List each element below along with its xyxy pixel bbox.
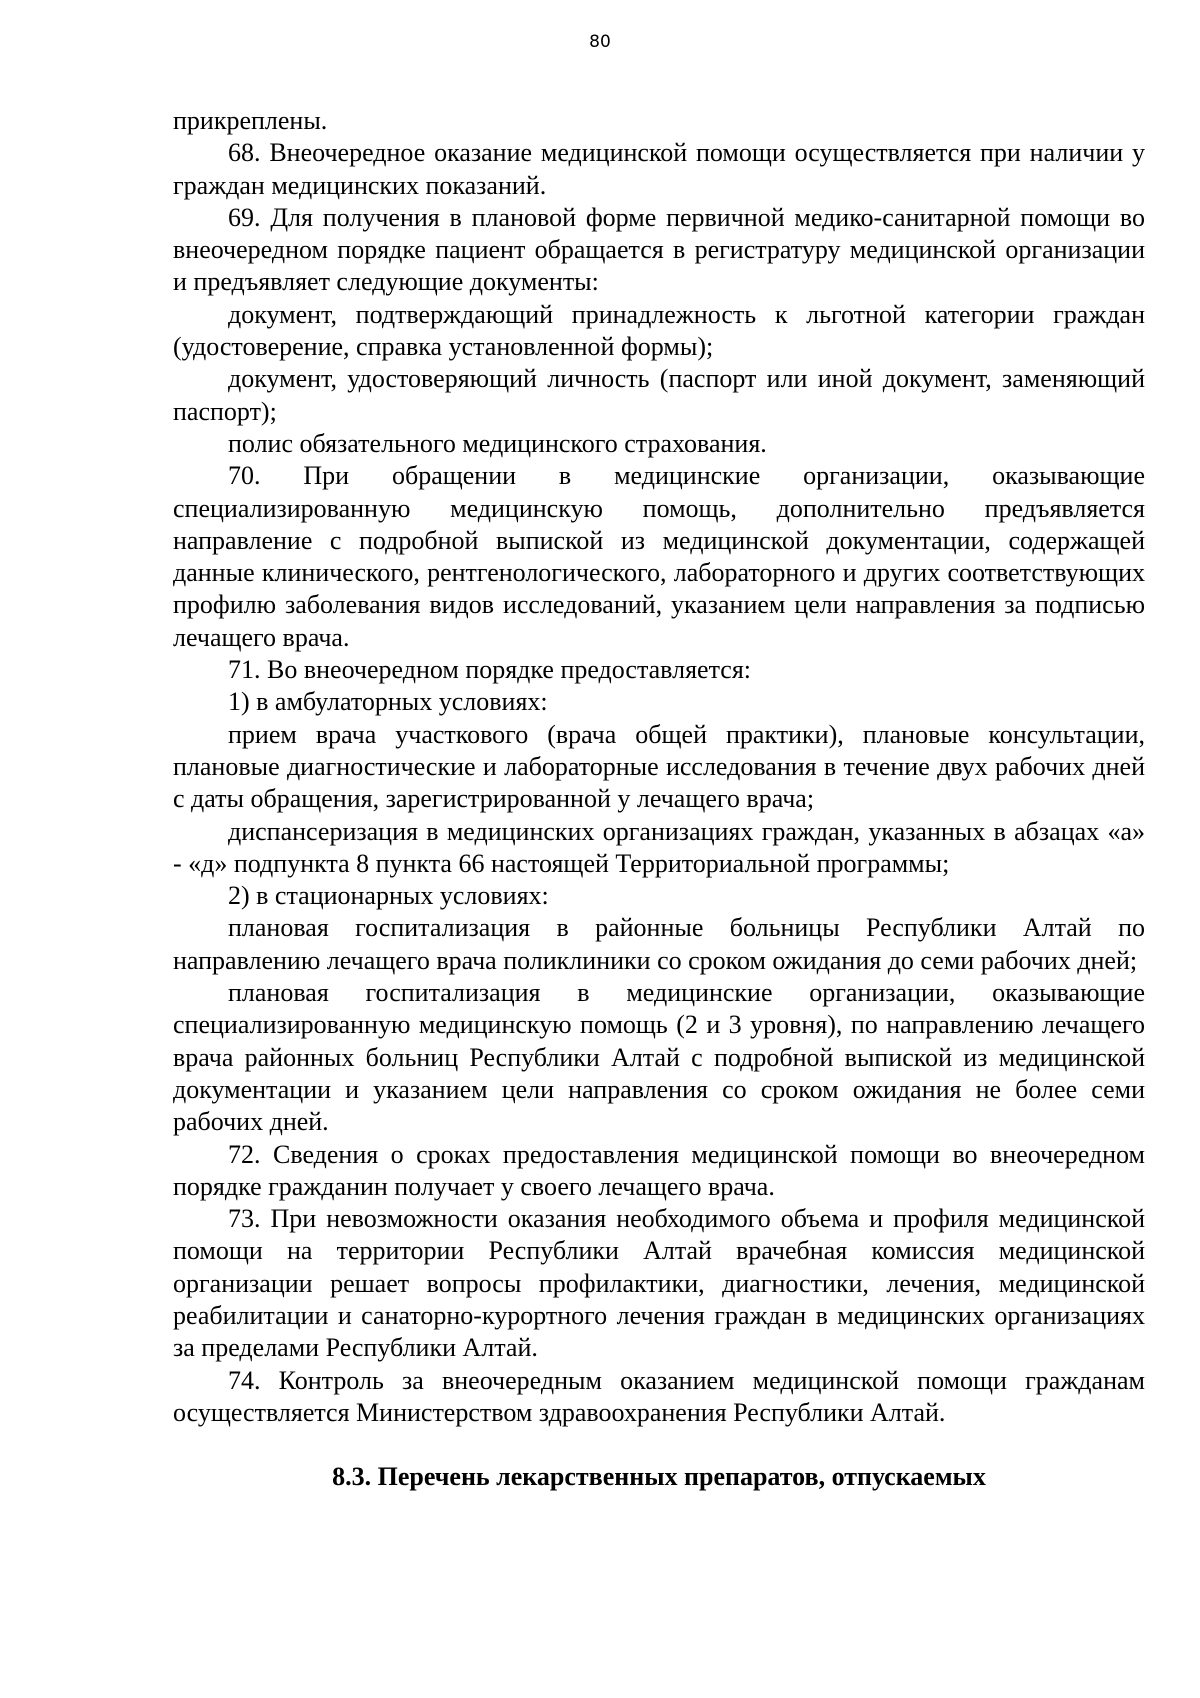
paragraph-71-1: 1) в амбулаторных условиях: [228, 687, 548, 717]
paragraph-71: 71. Во внеочередном порядке предоставляется: [228, 655, 751, 685]
paragraph-74: 74. Контроль за внеочередным оказанием медицинской помощи гражданам осуществляется Министерством здравоохранения Республики Алтай. [173, 1365, 1145, 1427]
paragraph-document-benefit: документ, подтверждающий принадлежность к льготной категории граждан (удостоверение, справка установленной формы); [173, 299, 1145, 362]
paragraph-71-2: 2) в стационарных условиях: [228, 881, 549, 911]
paragraph-73: 73. При невозможности оказания необходимого объема и профиля медицинской помощи на территории Республики Алтай врачебная комиссия медицинской организации решает вопросы профилактики, диагностики, лечения, медицинской реабилитации и санаторно-курортного лечения граждан в медицинских организациях за пределами Республики Алтай. [173, 1204, 1145, 1363]
paragraph-68: 68. Внеочередное оказание медицинской помощи осуществляется при наличии у граждан медицинских показаний. [173, 138, 1145, 200]
paragraph-70: 70. При обращении в медицинские организации, оказывающие специализированную медицинскую помощь, дополнительно предъявляется направление с подробной выпиской из медицинской документации, содержащей данные клинического, рентгенологического, лабораторного и других соответствующих профилю заболевания видов исследований, указанием цели направления за подписью лечащего врача. [173, 461, 1145, 652]
paragraph-dispensary: диспансеризация в медицинских организациях граждан, указанных в абзацах «а» - «д» подпункта 8 пункта 66 настоящей Территориальной программы; [173, 816, 1145, 878]
paragraph-outpatient-reception: прием врача участкового (врача общей практики), плановые консультации, плановые диагностические и лабораторные исследования в течение двух рабочих дней с даты обращения, зарегистрированной у лечащего врача; [173, 719, 1145, 814]
paragraph-document-identity: документ, удостоверяющий личность (паспорт или иной документ, заменяющий паспорт); [173, 364, 1145, 426]
document-body [173, 105, 1145, 1493]
paragraph-continuation: прикреплены. [173, 106, 328, 135]
paragraph-insurance-policy: полис обязательного медицинского страхования. [228, 428, 767, 458]
section-heading: 8.3. Перечень лекарственных препаратов, отпускаемых [332, 1462, 986, 1492]
paragraph-hospitalization-district: плановая госпитализация в районные больницы Республики Алтай по направлению лечащего врача поликлиники со сроком ожидания до семи рабочих дней; [173, 913, 1145, 975]
paragraph-hospitalization-specialized: плановая госпитализация в медицинские организации, оказывающие специализированную медицинскую помощь (2 и 3 уровня), по направлению лечащего врача районных больниц Республики Алтай с подробной выпиской из медицинской документации и указанием цели направления со сроком ожидания не более семи рабочих дней. [173, 978, 1145, 1137]
page-number: 80 [589, 32, 611, 52]
paragraph-69: 69. Для получения в плановой форме первичной медико-санитарной помощи во внеочередном порядке пациент обращается в регистратуру медицинской организации и предъявляет следующие документы: [173, 202, 1145, 297]
paragraph-72: 72. Сведения о сроках предоставления медицинской помощи во внеочередном порядке гражданин получает у своего лечащего врача. [173, 1139, 1145, 1201]
